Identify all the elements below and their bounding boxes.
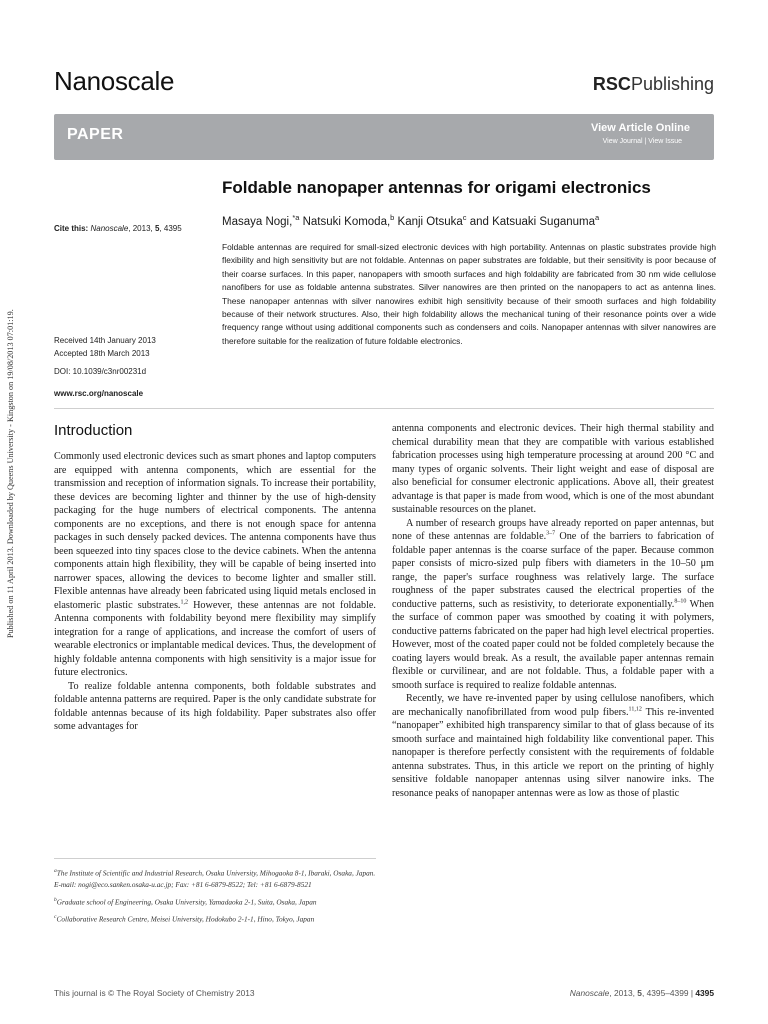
- body-text: When the surface of common paper was smoothed by coating it with polymers, conductive patterns fabricated on the paper had high level electrical properties. However, most of the coated paper could not be folded completely because the coating layers would break. As a result, the available paper antennas remain flexible or curvilinear, and are not foldable. Thus, a foldable paper with a smooth surface is required to realize foldable antennas.: [392, 598, 715, 691]
- page-footer: [570, 988, 714, 998]
- author-list: [222, 213, 599, 228]
- journal-name: Nanoscale: [54, 66, 175, 96]
- author-affiliation: *a: [292, 213, 300, 222]
- author-affiliation: a: [595, 213, 600, 222]
- author-name: Masaya Nogi,: [222, 215, 293, 228]
- citation-info: [54, 224, 182, 233]
- footnote-text: The Institute of Scientific and Industrial Research, Osaka University, Mihogaoka 8-1, Ibaraki, Osaka, Japan. E-mail: nogi@eco.sanken.osaka-u.ac.jp; Fax: +81 6-6879-8522; Tel: +81 6-6879-8521: [54, 868, 376, 889]
- article-type-banner: [54, 114, 714, 160]
- reference-marker[interactable]: 8–10: [674, 598, 687, 605]
- publisher-logo: [593, 74, 714, 95]
- author-name: Natsuki Komoda,: [299, 215, 391, 228]
- journal-url[interactable]: www.rsc.org/nanoscale: [54, 389, 144, 398]
- cite-volume: 5: [154, 224, 160, 233]
- footnote-text: Graduate school of Engineering, Osaka University, Yamadaoka 2-1, Suita, Osaka, Japan: [56, 897, 317, 907]
- body-paragraph: antenna components and electronic devices. Their high thermal stability and chemical durability mean that they are compatible with various established fabrication processes using high temperature processing at around 200 °C and many types of organic solvents. Their light weight and ease of disposal are also beneficial for consumer electronic applications. Above all, their greatest advantage is that paper is made from wood, which is one of the most abundant sustainable resources on the planet.: [392, 423, 714, 515]
- body-paragraph: To realize foldable antenna components, both foldable substrates and foldable antenna patterns are required. Paper is the only candidate substrate for foldable antennas because of its high foldability. Paper substrates also offer some advantages for: [54, 680, 376, 732]
- footnote-text: Collaborative Research Centre, Meisei University, Hodokubo 2-1-1, Hino, Tokyo, Japan: [56, 914, 315, 924]
- body-text: A number of research groups have already reported on paper antennas, but none of these antennas are foldable.: [392, 517, 714, 542]
- body-column-right: [392, 422, 714, 800]
- reference-marker[interactable]: 11,12: [628, 706, 642, 713]
- author-name: and Katsuaki Suganuma: [466, 215, 596, 228]
- author-affiliation: c: [462, 213, 467, 222]
- footnote-marker: b: [54, 896, 57, 903]
- view-article-online-link[interactable]: View Article Online: [590, 122, 690, 134]
- page-number: 4395: [695, 988, 714, 998]
- accepted-date: Accepted 18th March 2013: [54, 349, 150, 358]
- footer-volume: 5: [637, 988, 642, 998]
- body-paragraph: [392, 692, 714, 800]
- download-watermark: [6, 188, 18, 638]
- body-text: However, these antennas are not foldable. Antenna components with foldability beyond mere flexibility may simplify integration for a range of applications, and increase the comfort of users of wearable electronics or implantable medical devices. Thus, the development of highly foldable antenna components with high sensitivity is a major issue for future electronics.: [54, 599, 377, 678]
- footnote-marker: a: [54, 868, 57, 874]
- view-journal-issue-links[interactable]: View Journal | View Issue: [602, 138, 682, 145]
- footnote-marker: c: [54, 914, 57, 921]
- body-text: This re-invented “nanopaper” exhibited high transparency similar to that of glass because of its smooth surface and maintained high foldability like conventional paper. This nanopaper is therefore perfectly consistent with the requirements of foldable antenna substrates. Thus, in this article we report on the printing of highly sensitive foldable nanopaper antennas using silver nanowire inks. The resonance peaks of nanopaper antennas were as low as those of plastic: [392, 706, 714, 799]
- cite-page: , 4395: [159, 224, 182, 233]
- article-dates: [54, 334, 156, 360]
- footer-details: , 2013,: [609, 988, 638, 998]
- section-heading-introduction: Introduction: [54, 422, 133, 439]
- cite-label: Cite this:: [54, 224, 89, 233]
- article-doi[interactable]: DOI: 10.1039/c3nr00231d: [54, 367, 147, 376]
- body-paragraph: [392, 517, 714, 693]
- footnote: [54, 912, 376, 925]
- footer-journal: Nanoscale: [569, 988, 610, 998]
- cite-details: , 2013,: [128, 224, 155, 233]
- footnote: [54, 866, 376, 890]
- received-date: Received 14th January 2013: [54, 336, 156, 345]
- body-text: Recently, we have re-invented paper by using cellulose nanofibers, which are mechanically nanofibrillated from wood pulp fibers.: [392, 693, 714, 718]
- cite-journal: Nanoscale: [90, 224, 129, 233]
- body-column-left: [54, 450, 376, 734]
- footnote-divider: [54, 858, 376, 859]
- article-type: PAPER: [67, 126, 124, 143]
- publisher-logo-bold: RSC: [592, 74, 631, 94]
- article-title: Foldable nanopaper antennas for origami electronics: [222, 178, 651, 197]
- reference-marker[interactable]: 3–7: [546, 530, 556, 537]
- footer-pages: , 4395–4399 |: [641, 988, 696, 998]
- body-paragraph: [54, 450, 376, 680]
- author-name: Kanji Otsuka: [394, 215, 463, 228]
- reference-marker[interactable]: 1,2: [180, 599, 188, 606]
- abstract: Foldable antennas are required for small-sized electronic devices with high portability. Antennas on plastic substrates provide high flexibility and high sensitivity but are not foldable. Antennas on paper substrates are foldable, but their sensitivity is poor because of their coarse surfaces. In this paper, nanopapers with smooth surfaces and high foldability are fabricated from 30 nm wide cellulose nanofibers for use as foldable antenna substrates. Silver nanowires are then printed on the nanopapers to act as antenna lines. These nanopaper antennas with silver nanowires exhibit high sensitivity because of their smooth surfaces and high foldability because of their network structures. Also, their high foldability allows the mechanical tuning of their resonance points over a wide frequency range without using additional components such as condensers and coils. Nanopaper antennas with silver nanowires are therefore suitable for the realization of future foldable electronics.: [222, 242, 716, 346]
- body-text: One of the barriers to fabrication of foldable paper antennas is the coarse surface of the paper. Because common paper consists of micro-sized pulp fibers with diameters in the 10–50 μm range, the paper's surface roughness was relatively large. The surface roughness of the paper substrates caused the electrical properties of the conductive patterns, such as resistivity, to deteriorate exponentially.: [392, 531, 714, 610]
- download-watermark-text: Published on 11 April 2013. Downloaded by Queens University - Kingston on 19/08/2013 07:01:19.: [6, 309, 15, 638]
- publisher-logo-rest: Publishing: [630, 74, 714, 94]
- author-affiliation: b: [390, 213, 395, 222]
- footnote: [54, 895, 376, 908]
- section-divider: [54, 408, 714, 409]
- copyright-footer: This journal is © The Royal Society of Chemistry 2013: [54, 988, 255, 998]
- affiliation-footnotes: [54, 866, 376, 930]
- body-text: Commonly used electronic devices such as smart phones and laptop computers are equipped with antenna components, which are essential for the transmission and reception of information signals. To increase their portability, these devices are becoming lighter and thinner by the use of high-density packaging for the huge numbers of electrical components. The antenna components are no exceptions, and there is not enough space for antenna packages in such densely packed devices. The antenna components have thus been squeezed into tiny spaces close to the device cabinets. When the antenna components attain high flexibility, they will be capable of being inserted into narrower spaces, allowing the devices to become lighter and smaller still. Flexible antennas have already been fabricated using liquid metals enclosed in elastomeric plastic substrates.: [54, 451, 376, 611]
